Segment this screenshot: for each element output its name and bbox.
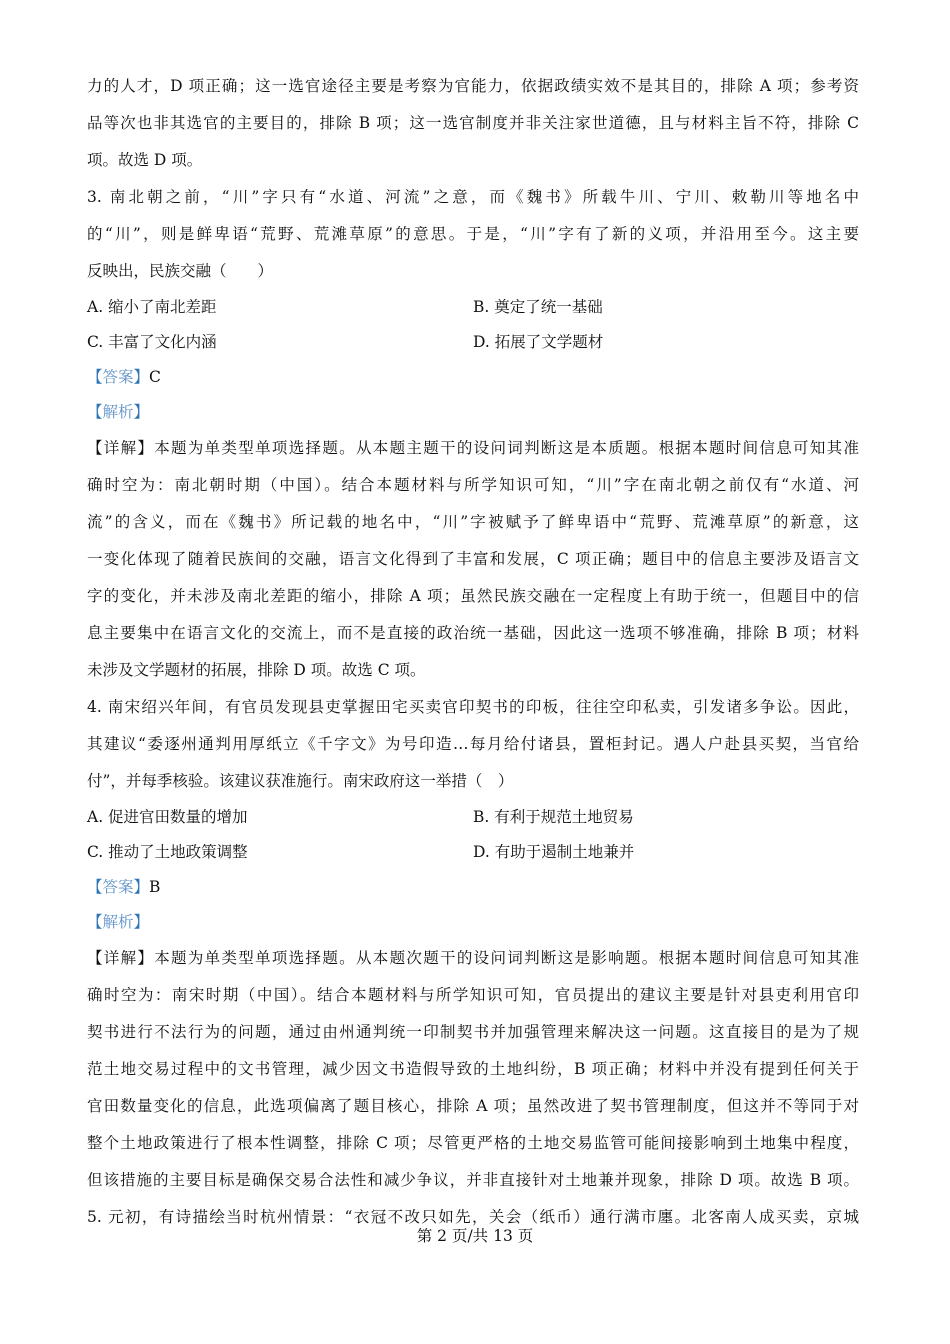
detail-line: 字的变化，并未涉及南北差距的缩小，排除 A 项；虽然民族交融在一定程度上有助于统一，但题目中的信	[87, 587, 859, 605]
detail-line: 范土地交易过程中的文书管理，减少因文书造假导致的土地纠纷，B 项正确；材料中并没有提到任何关于	[87, 1060, 859, 1078]
text-line: 力的人才，D 项正确；这一选官途径主要是考察为官能力，依据政绩实效不是其目的，排除 A 项；参考资	[87, 77, 859, 95]
detail-line: 未涉及文学题材的拓展，排除 D 项。故选 C 项。	[87, 661, 426, 679]
detail-line: 【详解】本题为单类型单项选择题。从本题次题干的设问词判断这是影响题。根据本题时间信息可知其准	[87, 949, 859, 967]
detail-line: 确时空为：南北朝时期（中国）。结合本题材料与所学知识可知，“川”字在南北朝之前仅有“水道、河	[87, 476, 859, 494]
answer-line: 【答案】B	[87, 878, 161, 896]
question-stem-line: 3. 南北朝之前，“川”字只有“水道、河流”之意，而《魏书》所载牛川、宁川、敕勒川等地名中	[87, 188, 859, 206]
option-a: A. 缩小了南北差距	[87, 298, 217, 316]
detail-line: 一变化体现了随着民族间的交融，语言文化得到了丰富和发展，C 项正确；题目中的信息主要涉及语言文	[87, 550, 859, 568]
detail-line: 契书进行不法行为的问题，通过由州通判统一印制契书并加强管理来解决这一问题。这直接目的是为了规	[87, 1023, 859, 1041]
document-page	[87, 68, 859, 1236]
detail-line: 但该措施的主要目标是确保交易合法性和减少争议，并非直接针对土地兼并现象，排除 D 项。故选 B 项。	[87, 1171, 859, 1189]
answer-label: 答案	[102, 368, 134, 386]
analysis-label: 解析	[102, 913, 134, 931]
question-stem-line: 其建议“委逐州通判用厚纸立《千字文》为号印造…每月给付诸县，置柜封记。遇人户赴县买契，当官给	[87, 735, 859, 753]
analysis-heading: 【解析】	[87, 913, 150, 931]
detail-line: 整个土地政策进行了根本性调整，排除 C 项；尽管更严格的土地交易监管可能间接影响到土地集中程度，	[87, 1134, 859, 1152]
question-stem-line: 的“川”，则是鲜卑语“荒野、荒滩草原”的意思。于是，“川”字有了新的义项，并沿用至今。这主要	[87, 225, 859, 243]
options-row	[87, 290, 859, 325]
answer-line: 【答案】C	[87, 368, 161, 386]
detail-line: 确时空为：南宋时期（中国）。结合本题材料与所学知识可知，官员提出的建议主要是针对县吏利用官印	[87, 986, 859, 1004]
analysis-label: 解析	[102, 403, 134, 421]
question-stem-line: 反映出，民族交融（ ）	[87, 262, 274, 280]
detail-line: 息主要集中在语言文化的交流上，而不是直接的政治统一基础，因此这一选项不够准确，排除 B 项；材料	[87, 624, 859, 642]
question-stem-line: 5. 元初，有诗描绘当时杭州情景：“衣冠不改只如先，关会（纸币）通行满市廛。北客南人成买卖，京城	[87, 1208, 859, 1226]
option-b: B. 有利于规范土地贸易	[473, 808, 634, 826]
option-c: C. 推动了土地政策调整	[87, 843, 248, 861]
text-line: 项。故选 D 项。	[87, 151, 203, 169]
page-footer: 第 2 页/共 13 页	[416, 1227, 534, 1245]
option-d: D. 有助于遏制土地兼并	[473, 843, 635, 861]
question-3	[87, 179, 859, 689]
question-stem-line: 付”，并每季核验。该建议获准施行。南宋政府这一举措（ ）	[87, 772, 514, 790]
q2-explanation-tail	[87, 68, 859, 179]
answer-value: C	[149, 368, 161, 386]
text-line: 品等次也非其选官的主要目的，排除 B 项；这一选官制度并非关注家世道德，且与材料主旨不符，排除 C	[87, 114, 859, 132]
detail-line: 官田数量变化的信息，此选项偏离了题目核心，排除 A 项；虽然改进了契书管理制度，但这并不等同于对	[87, 1097, 859, 1115]
option-d: D. 拓展了文学题材	[473, 333, 604, 351]
options-row	[87, 800, 859, 835]
option-b: B. 奠定了统一基础	[473, 298, 603, 316]
option-c: C. 丰富了文化内涵	[87, 333, 217, 351]
analysis-heading: 【解析】	[87, 403, 150, 421]
answer-label: 答案	[102, 878, 134, 896]
answer-value: B	[149, 878, 161, 896]
options-row	[87, 325, 859, 360]
option-a: A. 促进官田数量的增加	[87, 808, 248, 826]
question-4	[87, 689, 859, 1199]
detail-line: 流”的含义，而在《魏书》所记载的地名中，“川”字被赋予了鲜卑语中“荒野、荒滩草原”的新意，这	[87, 513, 859, 531]
detail-line: 【详解】本题为单类型单项选择题。从本题主题干的设问词判断这是本质题。根据本题时间信息可知其准	[87, 439, 859, 457]
options-row	[87, 835, 859, 870]
question-stem-line: 4. 南宋绍兴年间，有官员发现县吏掌握田宅买卖官印契书的印板，往往空印私卖，引发诸多争讼。因此，	[87, 698, 859, 716]
